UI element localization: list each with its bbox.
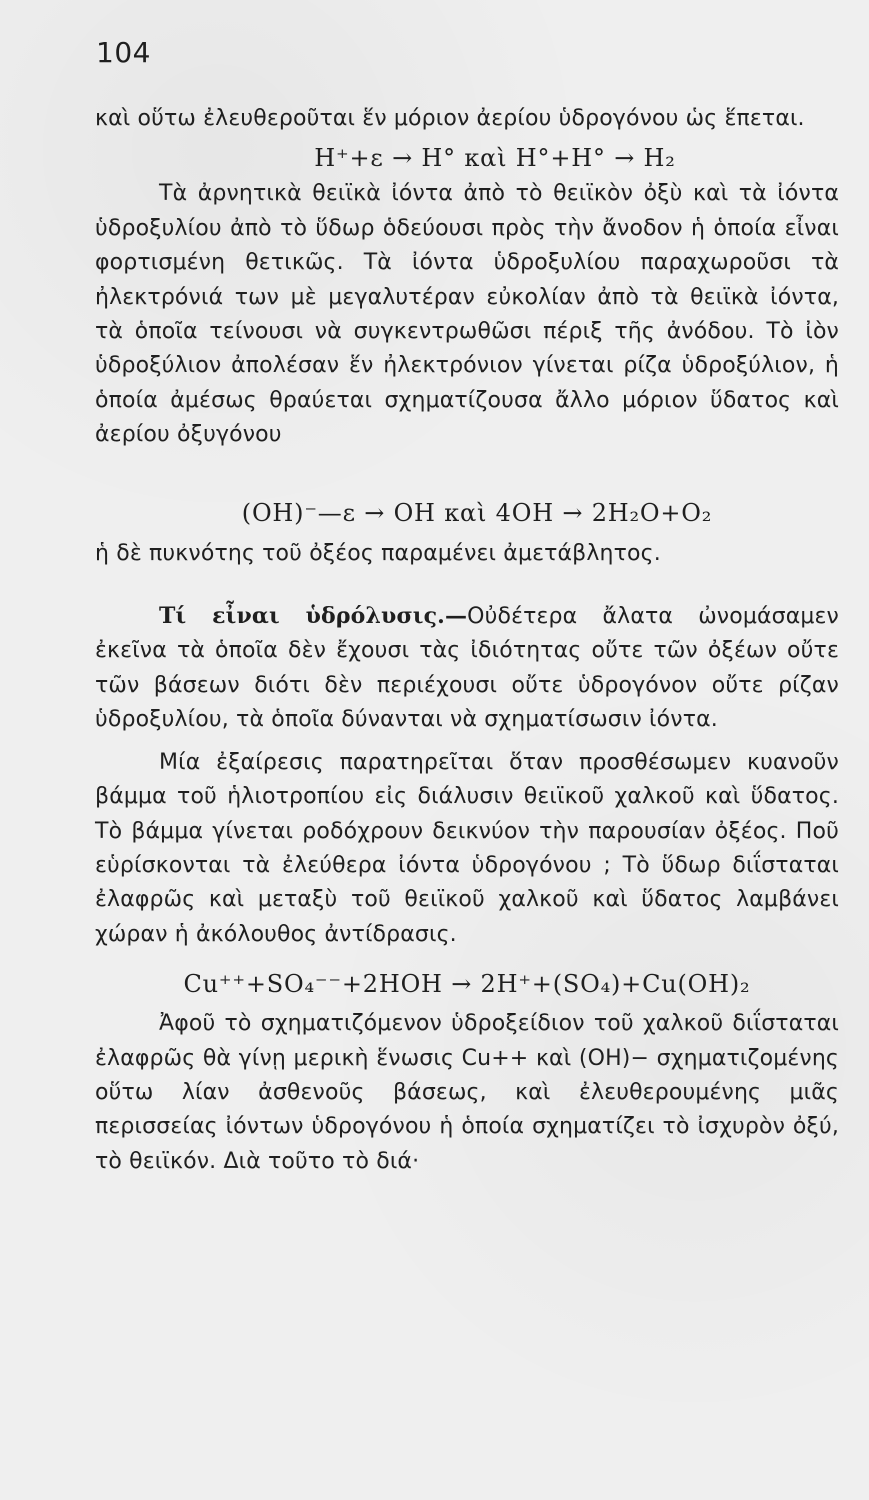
- paragraph-3: ἡ δὲ πυκνότης τοῦ ὀξέος παραμένει ἀμετάβλητος.: [95, 540, 661, 566]
- equation-copper-sulfate: Cu⁺⁺+SO₄⁻⁻+2HOH → 2H⁺+(SO₄)+Cu(OH)₂: [183, 970, 751, 999]
- section-heading: Τί εἶναι ὑδρόλυσις.—: [159, 603, 468, 630]
- paragraph-2: Τὰ ἀρνητικὰ θειϊκὰ ἰόντα ἀπὸ τὸ θειϊκὸν ὀξὺ καὶ τὰ ἰόντα ὑδροξυλίου ἀπὸ τὸ ὕδωρ ὁδεύουσι πρὸς τὴν ἄνοδον ἡ ὁποία εἶναι φορτισμένη θετικῶς. Τὰ ἰόντα ὑδροξυλίου παραχωροῦσι τὰ ἠλεκτρόνιά των μὲ μεγαλυτέραν εὐκολίαν ἀπὸ τὰ θειϊκὰ ἰόντα, τὰ ὁποῖα τείνουσι νὰ συγκεντρωθῶσι πέριξ τῆς ἀνόδου. Τὸ ἰὸν ὑδροξύλιον ἀπολέσαν ἕν ἠλεκτρόνιον γίνεται ρίζα ὑδροξύλιον, ἡ ὁποία ἀμέσως θραύεται σχηματίζουσα ἄλλο μόριον ὕδατος καὶ ἀερίου ὀξυγόνου: [95, 181, 839, 448]
- paragraph-6: Ἀφοῦ τὸ σχηματιζόμενον ὑδροξείδιον τοῦ χαλκοῦ διΐσταται ἐλαφρῶς θὰ γίνῃ μερικὴ ἕνωσις Cu++ καὶ (OH)− σχηματιζομένης οὕτω λίαν ἀσθενοῦς βάσεως, καὶ ἐλευθερουμένης μιᾶς περισσείας ἰόντων ὑδρογόνου ἡ ὁποία σχηματίζει τὸ ἰσχυρὸν ὀξύ, τὸ θειϊκόν. Διὰ τοῦτο τὸ διά·: [95, 1011, 839, 1174]
- equation-hydroxyl: (OH)⁻—ε → OH καὶ 4OH → 2H₂O+O₂: [241, 498, 713, 527]
- paragraph-1: καὶ οὕτω ἐλευθεροῦται ἕν μόριον ἀερίου ὑδρογόνου ὡς ἕπεται.: [95, 106, 805, 131]
- page-number: 104: [96, 36, 151, 69]
- equation-hydrogen: H⁺+ε → H° καὶ H°+H° → H₂: [314, 144, 676, 173]
- section-text: Οὐδέτερα ἄλατα ὠνομάσαμεν ἐκεῖνα τὰ ὁποῖα δὲν ἔχουσι τὰς ἰδιότητας οὔτε τῶν ὀξέων οὔτε τῶν βάσεων διότι δὲν περιέχουσι οὔτε ὑδρογόνον οὔτε ρίζαν ὑδροξυλίου, τὰ ὁποῖα δύνανται νὰ σχηματίσωσιν ἰόντα.: [95, 604, 839, 733]
- page-content: [95, 102, 839, 1179]
- paragraph-5: Μία ἐξαίρεσις παρατηρεῖται ὅταν προσθέσωμεν κυανοῦν βάμμα τοῦ ἡλιοτροπίου εἰς διάλυσιν θειϊκοῦ χαλκοῦ καὶ ὕδατος. Τὸ βάμμα γίνεται ροδόχρουν δεικνύον τὴν παρουσίαν ὀξέος. Ποῦ εὑρίσκονται τὰ ἐλεύθερα ἰόντα ὑδρογόνου ; Τὸ ὕδωρ διΐσταται ἐλαφρῶς καὶ μεταξὺ τοῦ θειϊκοῦ χαλκοῦ καὶ ὕδατος λαμβάνει χώραν ἡ ἀκόλουθος ἀντίδρασις.: [95, 749, 839, 947]
- hydrolysis-section: [95, 599, 839, 738]
